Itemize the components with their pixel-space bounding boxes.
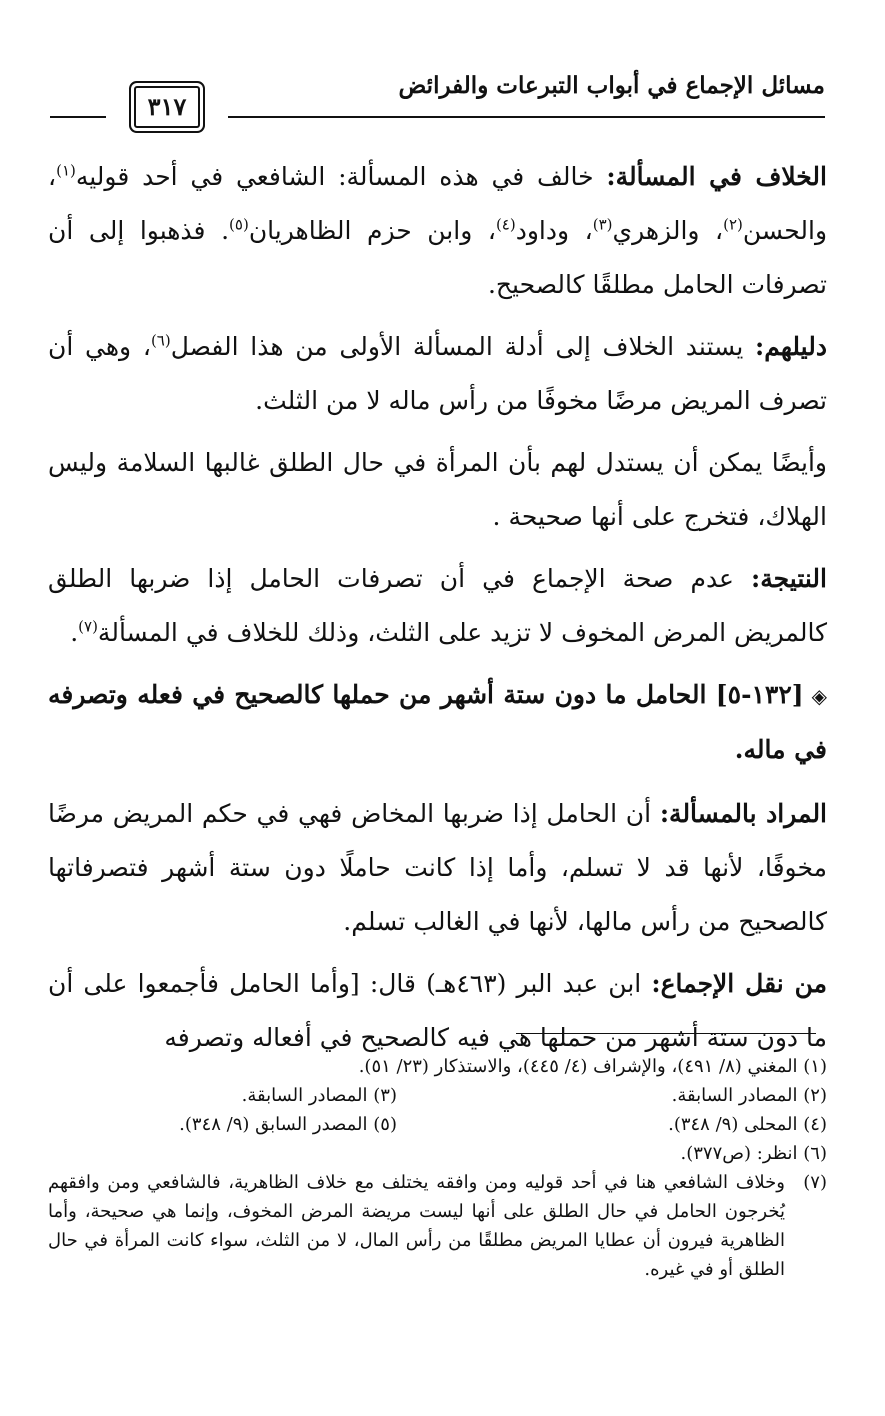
paragraph-heading: من نقل الإجماع:: [651, 969, 827, 998]
footnote-5: (٥) المصدر السابق (٩/ ٣٤٨).: [179, 1114, 397, 1135]
footnote-number: (٧): [803, 1172, 827, 1193]
footnote-ref: (١): [56, 161, 76, 180]
footnote-ref: (٧): [78, 617, 98, 636]
paragraph-disagreement: الخلاف في المسألة: خالف في هذه المسألة: الشافعي في أحد قوليه$^{(١)}$، والحسن$^{(٢)}$، والزهري$^{(٣)}$، وداود$^{(٤)}$، وابن حزم الظاهريان$^{(٥)}$. فذهبوا إلى أن تصرفات الحامل مطلقًا كالصحيح.: [48, 161, 828, 299]
page-number: ٣١٧: [134, 86, 201, 128]
paragraph-additional-evidence: وأيضًا يمكن أن يستدل لهم بأن المرأة في حال الطلق غالبها السلامة وليس الهلاك، فتخرج على أنها صحيحة .: [48, 448, 827, 531]
footnote-ref: (٥): [229, 215, 249, 234]
footnote-ref: (٢): [723, 215, 743, 234]
footnote-3: (٣) المصادر السابقة.: [241, 1085, 397, 1106]
footnote-2: (٢) المصادر السابقة.: [671, 1085, 827, 1106]
footnote-row: [48, 1081, 827, 1110]
footnote-ref: (٤): [495, 215, 516, 234]
paragraph-evidence: دليلهم: يستند الخلاف إلى أدلة المسألة الأولى من هذا الفصل$^{(٦)}$، وهي أن تصرف المريض مرضًا مخوفًا من رأس ماله لا من الثلث.: [48, 331, 827, 415]
section-title: ◈[١٣٢-٥] الحامل ما دون ستة أشهر من حملها كالصحيح في فعله وتصرفه في ماله.: [48, 668, 827, 777]
paragraph-result: النتيجة: عدم صحة الإجماع في أن تصرفات الحامل إذا ضربها الطلق كالمريض المرض المخوف لا تزيد على الثلث، وذلك للخلاف في المسألة$^{(٧)}$.: [48, 564, 827, 647]
paragraph-consensus-source: من نقل الإجماع: ابن عبد البر (٤٦٣هـ) قال: [وأما الحامل فأجمعوا على أن ما دون ستة أشهر من حملها هي فيه كالصحيح في أفعاله وتصرفه: [48, 969, 827, 1052]
page-number-frame: [106, 82, 228, 132]
footnote-4: (٤) المحلى (٩/ ٣٤٨).: [668, 1114, 827, 1135]
footnote-7: (٧)وخلاف الشافعي هنا في أحد قوليه ومن وافقه يختلف مع خلاف الظاهرية، فالشافعي ومن وافقهم يُخرجون الحامل في حال الطلق على أنها ليست مريضة المرض المخوف، وإنما هي صحيحة، وأما الظاهرية فيرون أن عطايا المريض مطلقًا من رأس المال، لا من الثلث، سواء كانت المرأة في حال الطلق أو في غيره.: [48, 1168, 827, 1284]
paragraph-heading: دليلهم:: [755, 332, 827, 361]
footnote-separator: [516, 1033, 816, 1034]
paragraph-heading: المراد بالمسألة:: [659, 799, 828, 828]
diamond-icon: ◈: [811, 684, 827, 708]
paragraph-heading: النتيجة:: [751, 564, 827, 593]
footnote-1: (١) المغني (٨/ ٤٩١)، والإشراف (٤/ ٤٤٥)، والاستذكار (٢٣/ ٥١).: [358, 1056, 827, 1077]
body-text: [48, 150, 827, 1073]
footnote-ref: (٦): [150, 331, 171, 350]
paragraph-meaning: المراد بالمسألة: أن الحامل إذا ضربها المخاض فهي في حكم المريض مرضًا مخوفًا، لأنها قد لا تسلم، وأما إذا كانت حاملًا دون ستة أشهر فتصرفاتها كالصحيح من رأس مالها، لأنها في الغالب تسلم.: [48, 799, 828, 936]
footnote-row: [48, 1110, 827, 1139]
paragraph-heading: الخلاف في المسألة:: [606, 162, 827, 191]
footnote-6: (٦) انظر: (ص٣٧٧).: [680, 1143, 827, 1164]
footnotes: [48, 1052, 827, 1284]
page-header: [50, 62, 825, 132]
running-title: مسائل الإجماع في أبواب التبرعات والفرائض: [398, 72, 825, 99]
footnote-ref: (٣): [592, 215, 613, 234]
